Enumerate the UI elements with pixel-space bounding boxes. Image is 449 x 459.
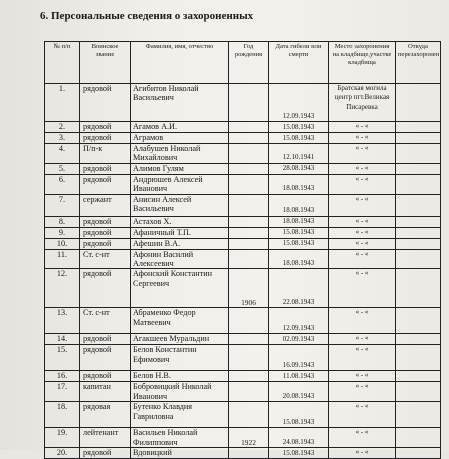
record-rank: рядовой (80, 269, 131, 308)
record-rank: рядовой (80, 84, 131, 122)
record-name: Белов Константин Ефимович (131, 345, 229, 371)
record-name: Аграмов (131, 133, 229, 144)
table-row (45, 249, 441, 269)
record-rank: рядовой (80, 371, 131, 382)
record-number: 20. (45, 448, 80, 459)
record-birth-year (229, 84, 269, 122)
record-death-date: 15.08.1943 (269, 227, 329, 238)
record-birth-year (229, 194, 269, 216)
record-birth-year (229, 133, 269, 144)
record-rank: рядовой (80, 133, 131, 144)
record-birth-year: 1906 (229, 269, 269, 308)
table-row (45, 345, 441, 371)
record-name: Андрюшев Алексей Иванович (131, 174, 229, 194)
record-burial-place: « - « (329, 144, 396, 164)
record-reburied-from (396, 144, 441, 164)
record-reburied-from (396, 249, 441, 269)
record-number: 18. (45, 402, 80, 428)
record-death-date: 02.09.1943 (269, 334, 329, 345)
record-death-date: 24.08.1943 (269, 428, 329, 448)
record-death-date: 15.08.1943 (269, 402, 329, 428)
table-row (45, 163, 441, 174)
header-birth-year: Год рождения (229, 42, 269, 84)
record-birth-year (229, 238, 269, 249)
record-reburied-from (396, 174, 441, 194)
record-birth-year (229, 382, 269, 402)
record-name: Васильев Николай Филиппович (131, 428, 229, 448)
record-birth-year (229, 308, 269, 334)
record-number: 12. (45, 269, 80, 308)
record-name: Вдовицкий (131, 448, 229, 459)
record-name: Алимов Гулям (131, 163, 229, 174)
record-death-date: 16.09.1943 (269, 345, 329, 371)
record-birth-year: 1922 (229, 428, 269, 448)
record-birth-year (229, 227, 269, 238)
record-burial-place: « - « (329, 308, 396, 334)
burial-records-table (44, 41, 441, 459)
record-death-date: 11.08.1943 (269, 371, 329, 382)
record-death-date: 12.10.1941 (269, 144, 329, 164)
record-number: 17. (45, 382, 80, 402)
record-reburied-from (396, 84, 441, 122)
record-burial-place: « - « (329, 238, 396, 249)
record-rank: рядовой (80, 238, 131, 249)
record-birth-year (229, 448, 269, 459)
record-reburied-from (396, 428, 441, 448)
record-birth-year (229, 371, 269, 382)
record-death-date: 15.08.1943 (269, 238, 329, 249)
record-number: 19. (45, 428, 80, 448)
record-burial-place: « - « (329, 174, 396, 194)
record-burial-place: « - « (329, 371, 396, 382)
record-reburied-from (396, 194, 441, 216)
record-reburied-from (396, 238, 441, 249)
record-birth-year (229, 144, 269, 164)
record-burial-place: « - « (329, 448, 396, 459)
section-title: 6. Персональные сведения о захороненных (40, 10, 254, 22)
table-row (45, 194, 441, 216)
header-rank: Воинское звание (80, 42, 131, 84)
record-number: 15. (45, 345, 80, 371)
record-reburied-from (396, 133, 441, 144)
record-reburied-from (396, 122, 441, 133)
record-name: Афаничный Т.П. (131, 227, 229, 238)
record-death-date: 18.08.1943 (269, 216, 329, 227)
table-row (45, 216, 441, 227)
header-death-date: Дата гибели или смерти (269, 42, 329, 84)
record-burial-place: Братская могила центр пгт.Великая Писаревка (329, 84, 396, 122)
table-row (45, 84, 441, 122)
record-rank: Ст. с-нт (80, 308, 131, 334)
record-death-date: 15.08.1943 (269, 448, 329, 459)
table-row (45, 371, 441, 382)
table-row (45, 122, 441, 133)
record-reburied-from (396, 382, 441, 402)
table-row (45, 133, 441, 144)
record-number: 2. (45, 122, 80, 133)
record-rank: рядовая (80, 402, 131, 428)
record-number: 14. (45, 334, 80, 345)
record-number: 13. (45, 308, 80, 334)
record-rank: рядовой (80, 448, 131, 459)
record-number: 8. (45, 216, 80, 227)
record-birth-year (229, 122, 269, 133)
record-rank: лейтенант (80, 428, 131, 448)
header-reburied-from: Откуда перезахоронен (396, 42, 441, 84)
record-birth-year (229, 334, 269, 345)
record-rank: рядовой (80, 334, 131, 345)
record-burial-place: « - « (329, 345, 396, 371)
record-rank: рядовой (80, 227, 131, 238)
record-burial-place: « - « (329, 194, 396, 216)
record-death-date: 18.08.1943 (269, 249, 329, 269)
table-row (45, 227, 441, 238)
record-reburied-from (396, 269, 441, 308)
header-number: № п/п (45, 42, 80, 84)
record-burial-place: « - « (329, 163, 396, 174)
record-burial-place: « - « (329, 334, 396, 345)
record-burial-place: « - « (329, 428, 396, 448)
record-reburied-from (396, 227, 441, 238)
record-name: Афонин Василий Алексеевич (131, 249, 229, 269)
record-burial-place: « - « (329, 269, 396, 308)
table-row (45, 382, 441, 402)
record-birth-year (229, 216, 269, 227)
record-reburied-from (396, 345, 441, 371)
record-birth-year (229, 163, 269, 174)
record-birth-year (229, 249, 269, 269)
record-number: 6. (45, 174, 80, 194)
record-burial-place: « - « (329, 122, 396, 133)
table-row (45, 428, 441, 448)
record-death-date: 12.09.1943 (269, 308, 329, 334)
record-birth-year (229, 402, 269, 428)
record-rank: рядовой (80, 345, 131, 371)
record-name: Бутенко Клавдия Гавриловна (131, 402, 229, 428)
record-rank: Ст. с-нт (80, 249, 131, 269)
record-name: Агакшеев Муральдин (131, 334, 229, 345)
record-reburied-from (396, 163, 441, 174)
record-rank: рядовой (80, 122, 131, 133)
record-death-date: 18.08.1943 (269, 174, 329, 194)
record-name: Белов Н.В. (131, 371, 229, 382)
record-rank: капитан (80, 382, 131, 402)
table-row (45, 308, 441, 334)
record-burial-place: « - « (329, 402, 396, 428)
record-burial-place: « - « (329, 382, 396, 402)
record-rank: рядовой (80, 163, 131, 174)
table-row (45, 269, 441, 308)
record-reburied-from (396, 334, 441, 345)
table-row (45, 334, 441, 345)
record-name: Анисин Алексей Васильевич (131, 194, 229, 216)
record-death-date: 12.09.1943 (269, 84, 329, 122)
record-death-date: 18.08.1943 (269, 194, 329, 216)
record-birth-year (229, 345, 269, 371)
record-reburied-from (396, 402, 441, 428)
record-death-date: 15.08.1943 (269, 133, 329, 144)
record-rank: рядовой (80, 174, 131, 194)
table-row (45, 174, 441, 194)
table-row (45, 448, 441, 459)
header-burial-place: Место захоронения на кладбище,участке кладбища (329, 42, 396, 84)
record-number: 1. (45, 84, 80, 122)
record-name: Бобровицкий Николай Иванович (131, 382, 229, 402)
record-rank: П/п-к (80, 144, 131, 164)
record-number: 3. (45, 133, 80, 144)
record-number: 5. (45, 163, 80, 174)
record-burial-place: « - « (329, 133, 396, 144)
record-burial-place: « - « (329, 227, 396, 238)
record-death-date: 15.08.1943 (269, 122, 329, 133)
record-number: 4. (45, 144, 80, 164)
record-reburied-from (396, 448, 441, 459)
table-row (45, 144, 441, 164)
record-death-date: 20.08.1943 (269, 382, 329, 402)
record-name: Афешин В.А. (131, 238, 229, 249)
record-name: Алабушев Николай Михайлович (131, 144, 229, 164)
table-row (45, 402, 441, 428)
record-name: Афонский Константин Сергеевич (131, 269, 229, 308)
record-number: 9. (45, 227, 80, 238)
record-number: 7. (45, 194, 80, 216)
record-name: Астахов Х. (131, 216, 229, 227)
record-reburied-from (396, 216, 441, 227)
record-burial-place: « - « (329, 249, 396, 269)
record-death-date: 28.08.1943 (269, 163, 329, 174)
record-rank: сержант (80, 194, 131, 216)
record-name: Агамов А.И. (131, 122, 229, 133)
header-name: Фамилия, имя, отчество (131, 42, 229, 84)
record-burial-place: « - « (329, 216, 396, 227)
table-row (45, 238, 441, 249)
record-birth-year (229, 174, 269, 194)
record-number: 16. (45, 371, 80, 382)
record-name: Абраменко Федор Матвеевич (131, 308, 229, 334)
record-reburied-from (396, 308, 441, 334)
record-name: Агибитов Николай Васильевич (131, 84, 229, 122)
record-number: 11. (45, 249, 80, 269)
record-death-date: 22.08.1943 (269, 269, 329, 308)
record-rank: рядовой (80, 216, 131, 227)
table-header-row (45, 42, 441, 84)
record-reburied-from (396, 371, 441, 382)
record-number: 10. (45, 238, 80, 249)
